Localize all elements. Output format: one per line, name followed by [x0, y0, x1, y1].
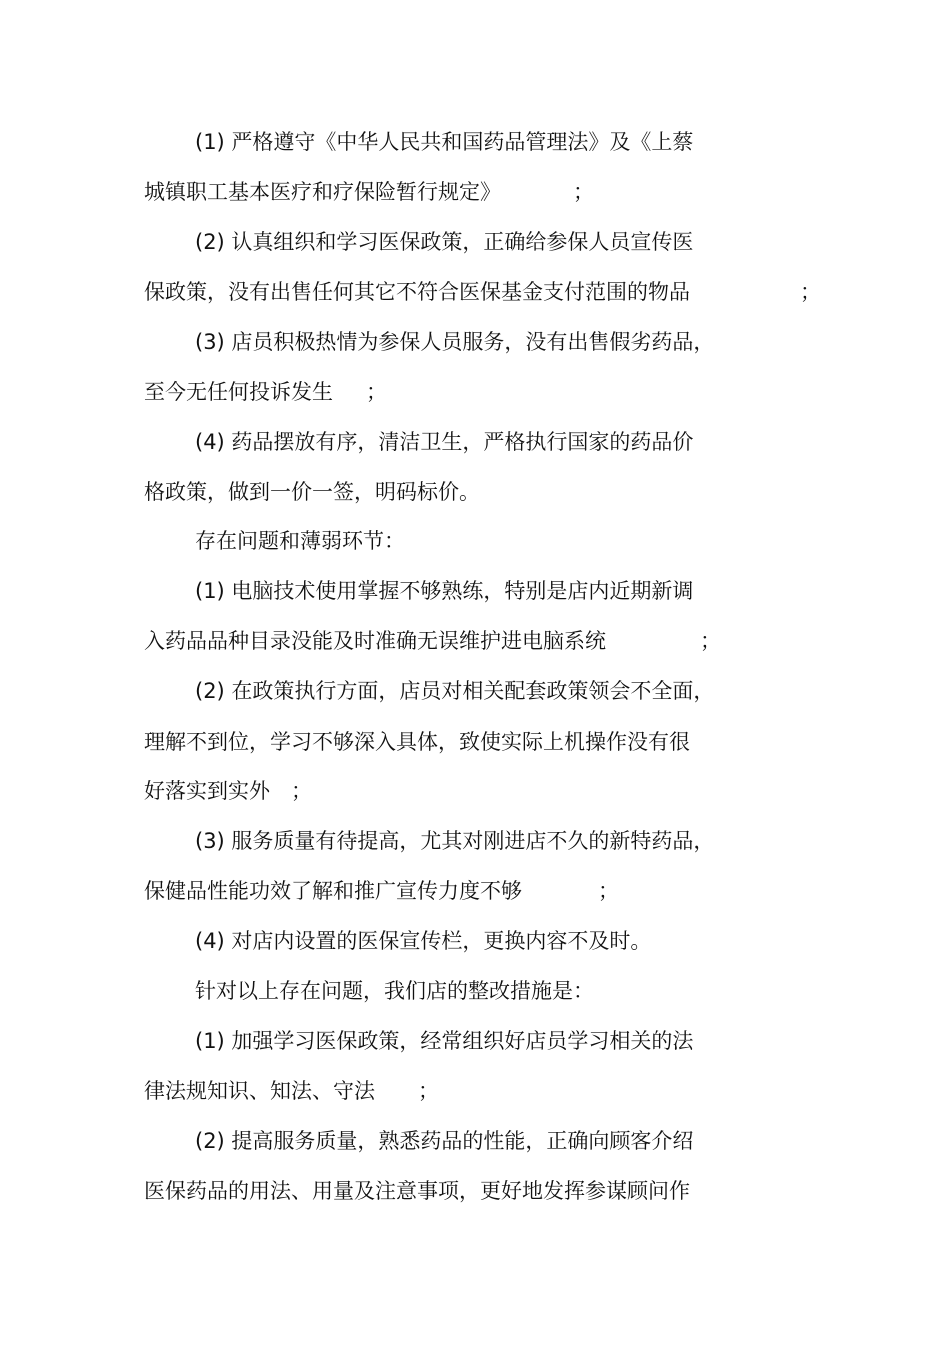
paragraph-3-semicolon: ； [366, 380, 387, 404]
problems-heading: 存在问题和薄弱环节： [195, 529, 405, 553]
measures-heading: 针对以上存在问题，我们店的整改措施是： [195, 979, 594, 1003]
problem-1-line-2: 入药品品种目录没能及时准确无误维护进电脑系统 [144, 629, 606, 653]
measure-1-semicolon: ； [418, 1079, 439, 1103]
paragraph-1-line-1: (1) 严格遵守《中华人民共和国药品管理法》及《上蔡 [195, 130, 694, 154]
measure-1-line-1: (1) 加强学习医保政策，经常组织好店员学习相关的法 [195, 1029, 694, 1053]
problem-1-line-1: (1) 电脑技术使用掌握不够熟练，特别是店内近期新调 [195, 579, 694, 603]
paragraph-2-line-1: (2) 认真组织和学习医保政策，正确给参保人员宣传医 [195, 230, 694, 254]
problem-2-line-1: (2) 在政策执行方面，店员对相关配套政策领会不全面， [195, 679, 715, 703]
problem-3-line-1: (3) 服务质量有待提高，尤其对刚进店不久的新特药品， [195, 829, 715, 853]
measure-2-line-1: (2) 提高服务质量，熟悉药品的性能，正确向顾客介绍 [195, 1129, 694, 1153]
paragraph-1-line-2: 城镇职工基本医疗和疗保险暂行规定》 [144, 180, 501, 204]
measure-2-line-2: 医保药品的用法、用量及注意事项，更好地发挥参谋顾问作 [144, 1179, 690, 1203]
problem-1-semicolon: ； [700, 629, 721, 653]
problem-2-semicolon: ； [291, 779, 312, 803]
paragraph-3-line-2: 至今无任何投诉发生 [144, 380, 333, 404]
paragraph-4-line-2: 格政策，做到一价一签，明码标价。 [144, 480, 480, 504]
problem-2-line-3: 好落实到实外 [144, 779, 270, 803]
paragraph-3-line-1: (3) 店员积极热情为参保人员服务，没有出售假劣药品， [195, 330, 715, 354]
paragraph-1-semicolon: ； [573, 180, 594, 204]
measure-1-line-2: 律法规知识、知法、守法 [144, 1079, 375, 1103]
paragraph-2-line-2: 保政策，没有出售任何其它不符合医保基金支付范围的物品 [144, 280, 690, 304]
problem-2-line-2: 理解不到位，学习不够深入具体，致使实际上机操作没有很 [144, 730, 690, 754]
problem-3-line-2: 保健品性能功效了解和推广宣传力度不够 [144, 879, 522, 903]
paragraph-2-semicolon: ； [800, 280, 821, 304]
paragraph-4-line-1: (4) 药品摆放有序，清洁卫生，严格执行国家的药品价 [195, 430, 694, 454]
problem-3-semicolon: ； [598, 879, 619, 903]
problem-4-line-1: (4) 对店内设置的医保宣传栏，更换内容不及时。 [195, 929, 652, 953]
